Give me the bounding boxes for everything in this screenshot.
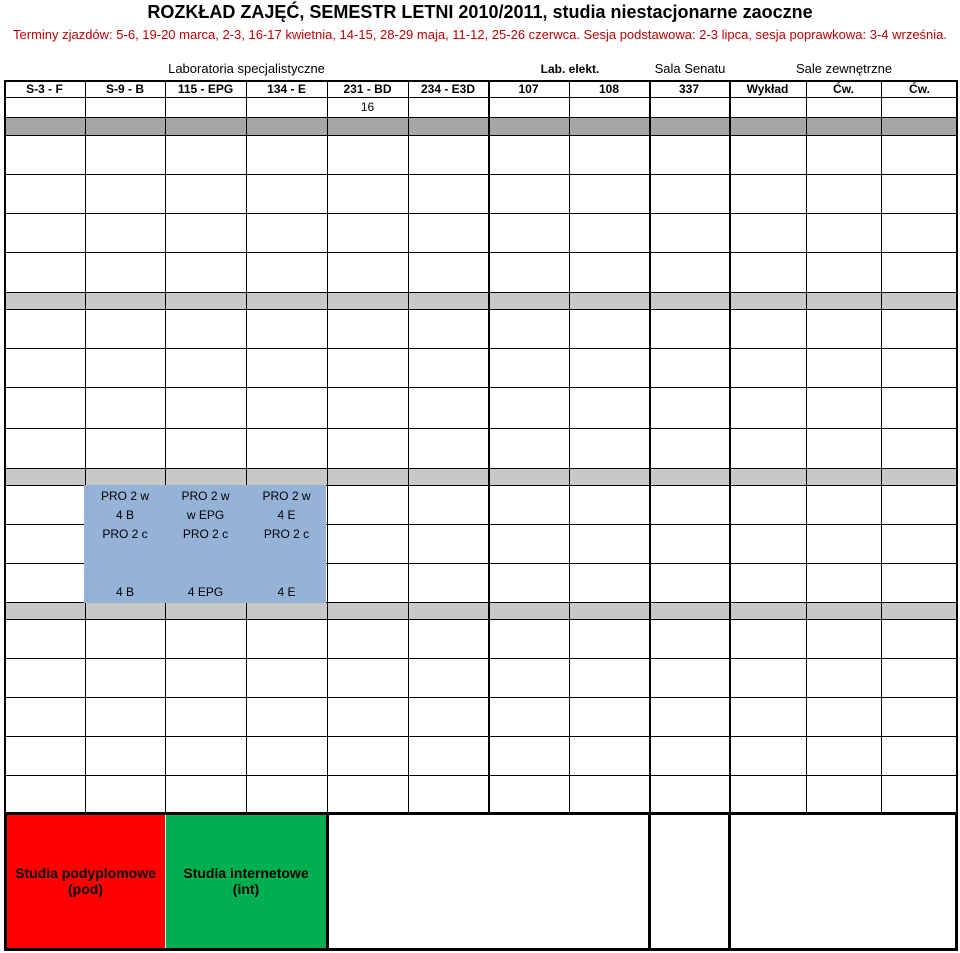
column-line xyxy=(488,80,490,812)
footer-right xyxy=(955,812,958,951)
column-line xyxy=(246,80,247,812)
footer-border xyxy=(4,948,958,951)
column-line xyxy=(4,80,6,812)
legend-int-text: Studia internetowe (int) xyxy=(183,865,309,897)
footer-left xyxy=(4,812,7,951)
date-label: 16 xyxy=(360,100,375,114)
column-header: Wykład xyxy=(746,82,789,96)
column-header: 115 - EPG xyxy=(177,82,234,96)
row-line xyxy=(4,775,958,776)
column-line xyxy=(649,80,651,812)
column-line xyxy=(85,80,86,812)
column-line xyxy=(327,80,328,812)
class-entry: PRO 2 w xyxy=(181,489,230,503)
separator-band xyxy=(4,468,958,485)
row-line xyxy=(4,468,958,469)
column-line xyxy=(881,80,882,812)
class-entry: PRO 2 w xyxy=(100,489,149,503)
column-line xyxy=(956,80,958,812)
column-line xyxy=(729,80,731,812)
footer-div3 xyxy=(728,812,731,951)
legend-pod-text: Studia podyplomowe (pod) xyxy=(15,865,156,897)
class-entry: PRO 2 c xyxy=(263,527,310,541)
row-line xyxy=(4,117,958,118)
column-header: S-3 - F xyxy=(26,82,63,96)
row-line xyxy=(4,658,958,659)
row-line xyxy=(4,174,958,175)
day-band xyxy=(4,117,958,135)
class-entry: 4 B xyxy=(115,585,134,599)
page-title: ROZKŁAD ZAJĘĆ, SEMESTR LETNI 2010/2011, studia niestacjonarne zaoczne xyxy=(147,2,813,22)
schedule-terms: Terminy zjazdów: 5-6, 19-20 marca, 2-3, 16-17 kwietnia, 14-15, 28-29 maja, 11-12, 25-26 czerwca. Sesja podstawowa: 2-3 lipca, sesja poprawkowa: 3-4 września. xyxy=(12,27,948,42)
column-header: S-9 - B xyxy=(105,82,144,96)
row-line xyxy=(4,428,958,429)
class-entry: 4 E xyxy=(277,585,296,599)
column-header: 134 - E xyxy=(267,82,306,96)
footer-div1 xyxy=(326,812,329,951)
group-labs: Laboratoria specjalistyczne xyxy=(168,61,325,76)
column-line xyxy=(806,80,807,812)
class-entry: 4 B xyxy=(115,508,134,522)
legend-podyplomowe xyxy=(6,814,165,948)
separator-band xyxy=(4,292,958,309)
column-header: 108 xyxy=(598,82,620,96)
schedule-grid xyxy=(4,80,958,812)
column-line xyxy=(408,80,409,812)
row-line xyxy=(4,97,958,98)
row-line xyxy=(4,309,958,310)
class-entry: 4 EPG xyxy=(187,585,224,599)
column-line xyxy=(165,80,166,812)
group-sala-senatu: Sala Senatu xyxy=(654,61,726,76)
row-line xyxy=(4,697,958,698)
bottom-border xyxy=(4,812,958,815)
group-lab-elekt: Lab. elekt. xyxy=(540,62,600,76)
row-line xyxy=(4,348,958,349)
class-entry: 4 E xyxy=(277,508,296,522)
row-line xyxy=(4,736,958,737)
group-external: Sale zewnętrzne xyxy=(795,61,893,76)
column-header: Ćw. xyxy=(909,82,930,96)
class-entry: PRO 2 w xyxy=(262,489,311,503)
footer-div2 xyxy=(648,812,651,951)
column-header: Ćw. xyxy=(833,82,854,96)
column-header: 231 - BD xyxy=(343,82,392,96)
column-line xyxy=(569,80,570,812)
column-header: 107 xyxy=(518,82,539,96)
row-line xyxy=(4,387,958,388)
row-line xyxy=(4,135,958,136)
row-line xyxy=(4,213,958,214)
class-entry: PRO 2 c xyxy=(102,527,148,541)
column-header: 337 xyxy=(678,82,700,96)
row-line xyxy=(4,252,958,253)
row-line xyxy=(4,292,958,293)
legend-internetowe xyxy=(166,814,326,948)
separator-band xyxy=(4,602,958,619)
top-line xyxy=(4,80,958,82)
row-line xyxy=(4,619,958,620)
class-entry: PRO 2 c xyxy=(182,527,229,541)
column-header: 234 - E3D xyxy=(420,82,476,96)
class-entry: w EPG xyxy=(186,508,225,522)
